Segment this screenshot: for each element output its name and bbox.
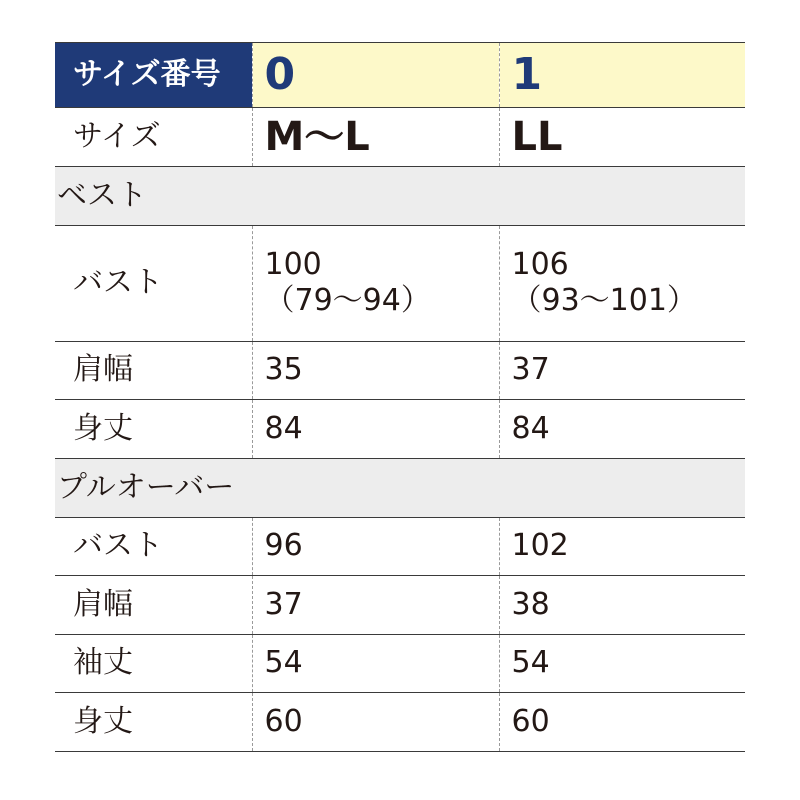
section-title-vest: ベスト bbox=[55, 166, 745, 225]
row-value-1: 38 bbox=[499, 576, 745, 635]
row-label: 肩幅 bbox=[55, 576, 252, 635]
row-label: 身丈 bbox=[55, 400, 252, 459]
table-row bbox=[55, 225, 745, 341]
size-label: サイズ bbox=[55, 108, 252, 167]
size-number-1: 1 bbox=[499, 43, 745, 108]
section-header-pullover bbox=[55, 458, 745, 517]
value-range: （79～94） bbox=[264, 283, 431, 318]
row-label: 袖丈 bbox=[55, 634, 252, 693]
table-row bbox=[55, 693, 745, 752]
row-label: 肩幅 bbox=[55, 341, 252, 400]
row-value-0: 54 bbox=[252, 634, 499, 693]
section-title-pullover: プルオーバー bbox=[55, 458, 745, 517]
table-row bbox=[55, 576, 745, 635]
row-value-0: 37 bbox=[252, 576, 499, 635]
value-main: 106 bbox=[511, 247, 569, 282]
table-row bbox=[55, 517, 745, 576]
size-number-row bbox=[55, 43, 745, 108]
size-number-0: 0 bbox=[252, 43, 499, 108]
row-label: バスト bbox=[55, 225, 252, 341]
row-value-1: 84 bbox=[499, 400, 745, 459]
table-row bbox=[55, 341, 745, 400]
section-header-vest bbox=[55, 166, 745, 225]
size-chart-table bbox=[55, 42, 745, 752]
row-value-0 bbox=[252, 225, 499, 341]
size-number-label: サイズ番号 bbox=[55, 43, 252, 108]
row-value-0: 96 bbox=[252, 517, 499, 576]
table-row bbox=[55, 400, 745, 459]
table-row bbox=[55, 634, 745, 693]
size-value-1: LL bbox=[499, 108, 745, 167]
size-row bbox=[55, 108, 745, 167]
row-value-0: 35 bbox=[252, 341, 499, 400]
row-value-1: 102 bbox=[499, 517, 745, 576]
value-range: （93～101） bbox=[511, 283, 697, 318]
row-label: 身丈 bbox=[55, 693, 252, 752]
size-value-0: M～L bbox=[252, 108, 499, 167]
row-value-0: 84 bbox=[252, 400, 499, 459]
row-value-1: 37 bbox=[499, 341, 745, 400]
row-value-0: 60 bbox=[252, 693, 499, 752]
row-value-1 bbox=[499, 225, 745, 341]
value-main: 100 bbox=[264, 247, 322, 282]
row-label: バスト bbox=[55, 517, 252, 576]
row-value-1: 60 bbox=[499, 693, 745, 752]
row-value-1: 54 bbox=[499, 634, 745, 693]
